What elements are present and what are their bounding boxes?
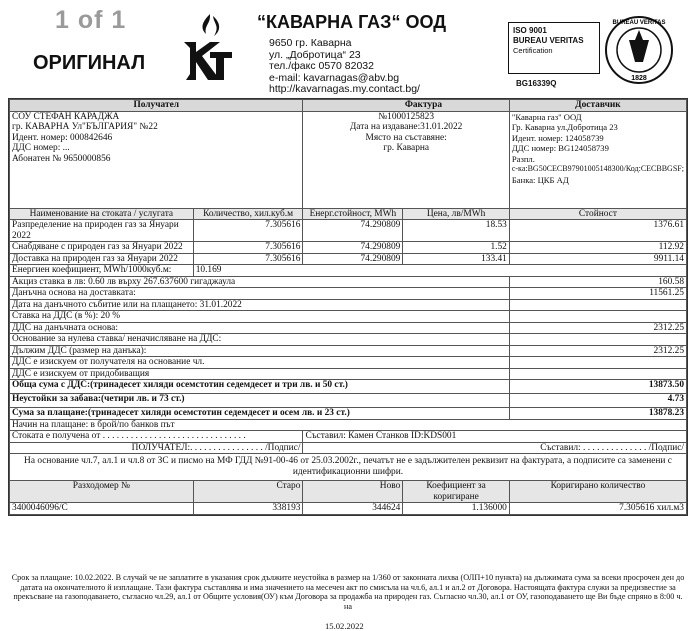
legal-note: На основание чл.7, ал.1 и чл.8 от ЗС и писмо на МФ ГДД №91-00-46 от 25.03.2002г., печатът не е задължителен реквизит на фактурата, а подписите са заменени с идентификационни шифри.: [10, 454, 687, 481]
total-value: 13873.50: [509, 380, 686, 394]
supplier-account-label: Разпл.: [511, 153, 535, 164]
summary-value: 2312.25: [509, 322, 686, 334]
invoice-number: №1000125823: [378, 111, 435, 122]
invoice-header: Фактура: [403, 100, 510, 112]
item-name: Разпределение на природен газ за Януари 2022: [10, 220, 194, 242]
amount-due-value: 13878.23: [509, 408, 686, 420]
invoice-place: гр. Каварна: [383, 143, 430, 153]
summary-value: [509, 311, 686, 323]
section-headers: [10, 100, 687, 112]
invoice-header-left: [303, 100, 403, 112]
meter-old: 338193: [193, 503, 303, 515]
meter-id: 3400046096/C: [10, 503, 194, 515]
amount-due-label: Сума за плащане:(тринадесет хиляди осемстотин седемдесет и осем лв. и 23 ст.): [10, 408, 510, 420]
meter-col-old: Старо: [193, 481, 303, 503]
energy-coef-label: Енергиен коефициент, MWh/1000куб.м:: [10, 265, 194, 277]
total-label: Обща сума с ДДС:(тринадесет хиляди осемстотин седемдесет и три лв. и 50 ст.): [10, 380, 510, 394]
col-value: Стойност: [509, 208, 686, 220]
summary-label: ДДС на данъчната основа:: [10, 322, 510, 334]
legal-note-row: [10, 454, 687, 481]
iso-cert-box: [508, 22, 600, 74]
amount-due-row: [10, 408, 687, 420]
summary-value: [509, 357, 686, 369]
item-value: 1376.61: [509, 220, 686, 242]
seal-year: 1828: [631, 75, 647, 82]
supplier-bank: Банка: ЦКБ АД: [511, 174, 569, 185]
recipient-address: гр. КАВАРНА Ул"БЪЛГАРИЯ" №22: [12, 122, 158, 132]
invoice-table: [8, 98, 688, 516]
meter-coef: 1.136000: [403, 503, 510, 515]
item-qty: 7.305616: [193, 253, 303, 265]
copy-label: 1 of 1: [55, 6, 127, 34]
address-line: тел./факс 0570 82032: [269, 60, 374, 73]
item-value: 9911.14: [509, 253, 686, 265]
summary-value: [509, 334, 686, 346]
email-line: e-mail: kavarnagas@abv.bg: [269, 71, 400, 84]
meter-col-coef: Коефициент за коригиране: [403, 481, 510, 503]
summary-value: [509, 299, 686, 311]
summary-label: Дата на данъчното събитие или на плащането: 31.01.2022: [10, 299, 510, 311]
item-price: 133.41: [403, 253, 510, 265]
received-row: [10, 431, 687, 443]
recipient-signature: ПОЛУЧАТЕЛ:. . . . . . . . . . . . . . . . /Подпис/: [10, 442, 303, 454]
item-name: Доставка на природен газ за Януари 2022: [10, 253, 194, 265]
supplier-address: Гр. Каварна ул.Добротица 23: [511, 122, 618, 132]
summary-value: [509, 368, 686, 380]
website-line: http://kavarnagas.my.contact.bg/: [269, 83, 420, 96]
recipient-id: Идент. номер: 000842646: [12, 132, 113, 143]
summary-row: [10, 299, 687, 311]
recipient-vat: ДДС номер: ...: [12, 143, 70, 153]
col-energy: Енерг.стойност, MWh: [303, 208, 403, 220]
summary-row: [10, 288, 687, 300]
summary-value: 11561.25: [509, 288, 686, 300]
summary-label: Ставка на ДДС (в %): 20 %: [10, 311, 510, 323]
meter-col-corrected: Коригирано количество: [509, 481, 686, 503]
item-energy: 74.290809: [303, 242, 403, 254]
energy-coef-row: [10, 265, 687, 277]
item-energy: 74.290809: [303, 253, 403, 265]
supplier-block: [509, 111, 686, 208]
meter-col-id: Разходомер №: [10, 481, 194, 503]
summary-row: [10, 368, 687, 380]
penalty-value: 4.73: [509, 394, 686, 408]
parties-row: [10, 111, 687, 208]
meter-col-new: Ново: [303, 481, 403, 503]
total-row: [10, 380, 687, 394]
summary-value: 2312.25: [509, 345, 686, 357]
supplier-header: Доставчик: [509, 100, 686, 112]
summary-label: ДДС е изискуем от получателя на основание чл.: [10, 357, 510, 369]
summary-row: [10, 334, 687, 346]
item-energy: 74.290809: [303, 220, 403, 242]
item-name: Снабдяване с природен газ за Януари 2022: [10, 242, 194, 254]
summary-row: [10, 322, 687, 334]
penalty-row: [10, 394, 687, 408]
payment-method-row: [10, 419, 687, 431]
iso-code: BG16339Q: [516, 79, 557, 88]
bureau-veritas-seal-icon: [603, 12, 675, 90]
item-price: 1.52: [403, 242, 510, 254]
meter-header-row: [10, 481, 687, 503]
recipient-block: [10, 111, 303, 208]
recipient-name: СОУ СТЕФАН КАРАДЖА: [12, 111, 120, 122]
item-row: [10, 242, 687, 254]
signature-row: [10, 442, 687, 454]
invoice-block: [303, 111, 509, 208]
item-row: [10, 253, 687, 265]
summary-row: [10, 345, 687, 357]
summary-label: Основание за нулева ставка/ неначисляване на ДДС:: [10, 334, 510, 346]
summary-row: [10, 276, 687, 288]
address-line: 9650 гр. Каварна: [269, 37, 352, 49]
company-address: [269, 38, 420, 96]
received-label: Стоката е получена от . . . . . . . . . . . . . . . . . . . . . . . . . . . . . . .: [10, 431, 303, 443]
footer-date: 15.02.2022: [325, 621, 364, 631]
item-value: 112.92: [509, 242, 686, 254]
compiler-signature: Съставил: . . . . . . . . . . . . . . /Подпис/: [303, 442, 687, 454]
supplier-name: "Каварна газ" ООД: [511, 111, 582, 122]
meter-corrected: 7.305616 хил.м3: [509, 503, 686, 515]
summary-label: Данъчна основа на доставката:: [10, 288, 510, 300]
recipient-header: Получател: [10, 100, 303, 112]
invoice-place-label: Място на съставяне:: [365, 132, 447, 143]
supplier-id: Идент. номер: 124058739: [511, 132, 604, 143]
supplier-account: с-ка:BG50CECB97901005148300/Код:CECBBGSF;: [511, 164, 684, 173]
item-price: 18.53: [403, 220, 510, 242]
col-name: Наименование на стоката / услугата: [10, 208, 194, 220]
summary-row: [10, 311, 687, 323]
iso-brand: BUREAU VERITAS: [513, 36, 584, 45]
flame-logo-icon: [180, 12, 236, 84]
compiled-by: Съставил: Камен Станков ID:KDS001: [303, 431, 687, 443]
energy-coef-value: 10.169: [193, 265, 686, 277]
item-qty: 7.305616: [193, 242, 303, 254]
payment-method: Начин на плащане: в брой/по банков път: [10, 419, 687, 431]
invoice-date: Дата на издаване:31.01.2022: [349, 122, 463, 132]
summary-value: 160.58: [509, 276, 686, 288]
company-name: “КАВАРНА ГАЗ“ ООД: [257, 12, 447, 32]
supplier-vat: ДДС номер: BG124058739: [511, 143, 609, 153]
address-line: ул. „Добротица“ 23: [269, 48, 361, 61]
meter-new: 344624: [303, 503, 403, 515]
summary-label: ДДС е изискуем от придобиващия: [10, 368, 510, 380]
meter-row: [10, 503, 687, 515]
items-header-row: [10, 208, 687, 220]
col-price: Цена, лв/MWh: [403, 208, 510, 220]
summary-label: Дължим ДДС (размер на данъка):: [10, 345, 510, 357]
seal-text: BUREAU VERITAS: [612, 20, 666, 26]
summary-row: [10, 357, 687, 369]
footer-text: Срок за плащане: 10.02.2022. В случай че не заплатите в указания срок дължите неустойка в размер на 1/360 от законната лихва (ОЛП+10 пункта) на дължимата сума за всеки просрочен ден до датата на окончателното й изплащане. Тази фактура съставлява и има значението на месечен акт по смисъла на чл.6, ал.1 и ал.2 от Договора. Настоящата фактура служи за предизвестие за прекъсване на газоподаването, съгласно чл.29, ал.1 от Общите условия(ОУ) към Договора за продажба на природен газ. Съгласно чл.30, ал.1 от ОУ, газоподаването ще Ви бъде спряно в 8:00 ч. на: [11, 573, 685, 611]
recipient-subscriber: Абонатен № 9650000856: [12, 153, 111, 164]
penalty-label: Неустойки за забава:(четири лв. и 73 ст.): [10, 394, 510, 408]
summary-label: Акциз ставка в лв: 0.60 лв върху 267.637600 гигаджаула: [10, 276, 510, 288]
iso-title: ISO 9001: [513, 26, 547, 35]
iso-sub: Certification: [513, 46, 553, 55]
col-qty: Количество, хил.куб.м: [193, 208, 303, 220]
item-qty: 7.305616: [193, 220, 303, 242]
item-row: [10, 220, 687, 242]
original-label: ОРИГИНАЛ: [33, 52, 146, 74]
